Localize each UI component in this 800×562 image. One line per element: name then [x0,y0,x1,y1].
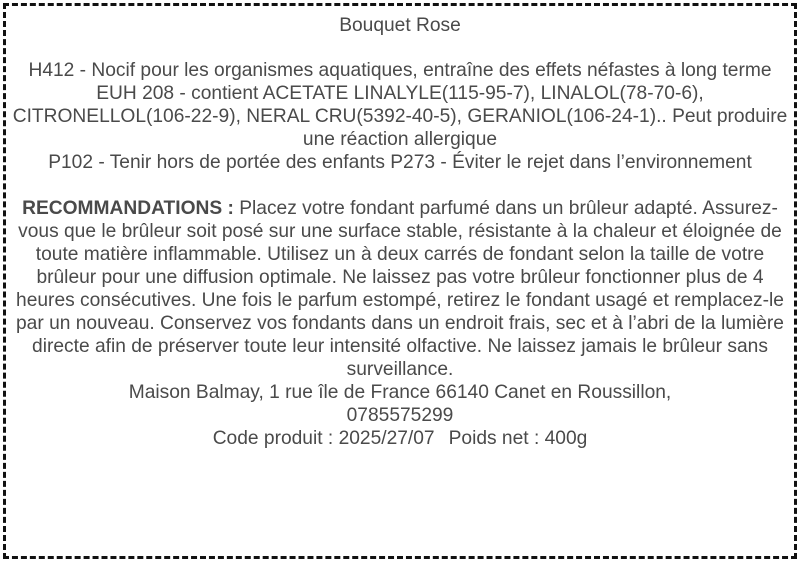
manufacturer-info [12,381,788,450]
label-content [12,14,788,450]
hazard-statements [12,59,788,174]
recommendations-heading: RECOMMANDATIONS : [22,198,234,219]
product-code: Code produit : 2025/27/07 [212,428,435,449]
product-details-row [12,427,788,450]
manufacturer-phone: 0785575299 [346,405,454,426]
hazard-euh208: EUH 208 - contient ACETATE LINALYLE(115-95-7), LINALOL(78-70-6), CITRONELLOL(106-22-9), NERAL CRU(5392-40-5), GERANIOL(106-24-1).. Peut produire une réaction allergique [12,83,788,150]
recommendations-paragraph [12,197,788,381]
net-weight: Poids net : 400g [448,428,588,449]
product-name: Bouquet Rose [339,15,461,36]
product-label [3,3,797,559]
hazard-h412: H412 - Nocif pour les organismes aquatiques, entraîne des effets néfastes à long terme [28,60,772,81]
precaution-statements: P102 - Tenir hors de portée des enfants P273 - Éviter le rejet dans l’environnement [48,152,752,173]
recommendations-text: Placez votre fondant parfumé dans un brûleur adapté. Assurez-vous que le brûleur soit posé sur une surface stable, résistante à la chaleur et éloignée de toute matière inflammable. Utilisez un à deux carrés de fondant selon la taille de votre brûleur pour une diffusion optimale. Ne laissez pas votre brûleur fonctionner plus de 4 heures consécutives. Une fois le parfum estompé, retirez le fondant usagé et remplacez-le par un nouveau. Conservez vos fondants dans un endroit frais, sec et à l’abri de la lumière directe afin de préserver toute leur intensité olfactive. Ne laissez jamais le brûleur sans surveillance. [16,198,784,380]
manufacturer-address: Maison Balmay, 1 rue île de France 66140 Canet en Roussillon, [128,382,672,403]
